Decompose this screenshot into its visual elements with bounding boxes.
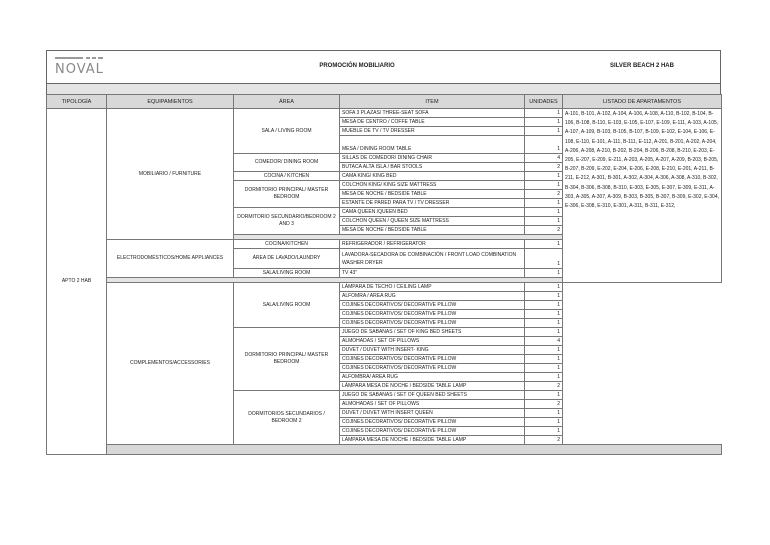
page-title: PROMOCIÓN MOBILIARIO — [319, 63, 395, 69]
item-units: 1 — [525, 136, 563, 154]
item-name: ALMOHADAS / SET OF PILLOWS — [340, 337, 525, 346]
item-units: 1 — [525, 319, 563, 328]
logo-text: NOVAL — [55, 62, 104, 77]
item-units: 1 — [525, 391, 563, 400]
item-name: REFRIGERADOR / REFRIGERATOR — [340, 240, 525, 249]
item-name: TV 43" — [340, 269, 525, 278]
group-complementos: COMPLEMENTOS/ACCESSORIES — [107, 283, 234, 445]
item-units: 1 — [525, 355, 563, 364]
item-units: 1 — [525, 269, 563, 278]
item-name: LÁMPARA DE TECHO / CEILING LAMP — [340, 283, 525, 292]
area-m-cocina: COCINA / KITCHEN — [234, 172, 340, 181]
item-name: COJINES DECORATIVOS/ DECORATIVE PILLOW — [340, 319, 525, 328]
item-units: 1 — [525, 240, 563, 249]
item-units: 2 — [525, 190, 563, 199]
item-units: 1 — [525, 310, 563, 319]
item-name: COLCHON QUEEN / QUEEN SIZE MATTRESS — [340, 217, 525, 226]
group-mobiliario: MOBILIARIO / FURNITURE — [107, 109, 234, 240]
col-apartamentos: LISTADO DE APARTAMENTOS — [563, 95, 722, 109]
col-equipamientos: EQUIPAMIENTOS — [107, 95, 234, 109]
item-name: ALFOMRA / AREA RUG — [340, 292, 525, 301]
item-units: 1 — [525, 373, 563, 382]
item-name: COJINES DECORATIVOS/ DECORATIVE PILLOW — [340, 418, 525, 427]
item-name: COJINES DECORATIVOS/ DECORATIVE PILLOW — [340, 310, 525, 319]
logo-accent-icon — [55, 57, 103, 60]
item-units: 1 — [525, 346, 563, 355]
col-area: ÁREA — [234, 95, 340, 109]
item-units: 2 — [525, 400, 563, 409]
project-name: SILVER BEACH 2 HAB — [610, 63, 674, 69]
area-c-sala: SALA/LIVING ROOM — [234, 283, 340, 328]
furniture-table — [46, 94, 722, 455]
item-units: 1 — [525, 292, 563, 301]
item-name: JUEGO DE SABANAS / SET OF QUEEN BED SHEETS — [340, 391, 525, 400]
item-units: 1 — [525, 418, 563, 427]
item-units: 2 — [525, 163, 563, 172]
item-units: 1 — [525, 283, 563, 292]
item-name: MESA DE NOCHE / BEDSIDE TABLE — [340, 226, 525, 235]
noval-logo — [55, 57, 103, 79]
item-name: LAVADORA-SECADORA DE COMBINACIÓN / FRONT LOAD COMBINATION WASHER DRYER — [340, 249, 525, 269]
item-name: COJINES DECORATIVOS/ DECORATIVE PILLOW — [340, 355, 525, 364]
apartment-list: A-101, B-101, A-102, A-104, A-106, A-108, A-110, B-102, B-104, B-106, B-108, B-110, E-103, E-105, E-107, E-109, E-111, A-103, A-105, A-107, A-109, B-103, B-105, B-107, B-109, E-102, E-104, E-106, E-108, E-110, E-101, A-111, B-111, E-112, A-201, B-201, A-202, A-204, A-206, A-208, A-210, B-202, B-204, B-206, B-208, B-210, E-203, E-205, E-207, E-209, E-211, A-203, A-205, A-207, A-209, B-203, B-205, B-207, B-209, E-202, E-204, E-206, E-208, E-210, E-201, A-211, B-211, E-212, A-301, B-301, A-302, A-304, A-306, A-308, A-310, B-302, B-304, B-306, B-308, B-310, E-303, E-305, E-307, E-309, E-311, A-303, A-305, A-307, A-309, B-303, B-305, B-307, B-309, E-302, E-304, E-306, E-308, E-310, E-301, A-311, B-311, E-312, — [563, 109, 722, 283]
item-units: 1 — [525, 217, 563, 226]
area-m-secundario: DORMITORIO SECUNDARIO/BEDROOM 2 AND 3 — [234, 208, 340, 235]
area-c-secundarios: DORMITORIOS SECUNDARIOS / BEDROOM 2 — [234, 391, 340, 445]
item-units: 1 — [525, 328, 563, 337]
item-units: 1 — [525, 127, 563, 136]
item-name: COJINES DECORATIVOS/ DECORATIVE PILLOW — [340, 427, 525, 436]
item-units: 1 — [525, 409, 563, 418]
furniture-sheet — [46, 50, 721, 455]
item-name: COJINES DECORATIVOS/ DECORATIVE PILLOW — [340, 364, 525, 373]
sheet-header — [46, 50, 721, 84]
item-name: LÁMPARA MESA DE NOCHE / BEDSIDE TABLE LAMP — [340, 436, 525, 445]
group-electrodomesticos: ELECTRODOMÉSTICOS/HOME APPLIANCES — [107, 240, 234, 278]
item-units: 1 — [525, 118, 563, 127]
item-units: 1 — [525, 249, 563, 269]
col-unidades: UNIDADES — [525, 95, 563, 109]
item-name: ESTANTE DE PARED PARA TV / TV DRESSER — [340, 199, 525, 208]
header-spacer — [46, 84, 721, 94]
item-name: COJINES DECORATIVOS/ DECORATIVE PILLOW — [340, 301, 525, 310]
item-name: MUEBLE DE TV / TV DRESSER — [340, 127, 525, 136]
area-m-sala: SALA / LIVING ROOM — [234, 109, 340, 154]
col-item: ITEM — [340, 95, 525, 109]
item-units: 2 — [525, 436, 563, 445]
item-units: 1 — [525, 301, 563, 310]
item-name: SOFA 3 PLAZAS/ THREE-SEAT SOFA — [340, 109, 525, 118]
item-units: 2 — [525, 382, 563, 391]
item-name: BUTACA ALTA ISLA / BAR STOOLS — [340, 163, 525, 172]
item-name: DUVET / DUVET WITH INSERT- KING — [340, 346, 525, 355]
item-name: DUVET / DUVET WITH INSERT QUEEN — [340, 409, 525, 418]
item-name: SILLAS DE COMEDOR/ DINING CHAIR — [340, 154, 525, 163]
item-name: CAMA KING/ KING BED — [340, 172, 525, 181]
item-name: COLCHON KING/ KING SIZE MATTRESS — [340, 181, 525, 190]
tipologia-cell: APTO 2 HAB — [47, 109, 107, 455]
item-name: JUEGO DE SABANAS / SET OF KING BED SHEETS — [340, 328, 525, 337]
item-units: 1 — [525, 109, 563, 118]
item-units: 4 — [525, 337, 563, 346]
item-units: 1 — [525, 364, 563, 373]
area-c-master: DORMITORIO PRINCIPAL/ MASTER BEDROOM — [234, 328, 340, 391]
item-units: 1 — [525, 199, 563, 208]
item-units: 1 — [525, 181, 563, 190]
item-name: CAMA QUEEN /QUEEN BED — [340, 208, 525, 217]
item-name: LÁMPARA MESA DE NOCHE / BEDSIDE TABLE LAMP — [340, 382, 525, 391]
item-name: MESA / DINING ROOM TABLE — [340, 136, 525, 154]
total-spacer — [107, 445, 722, 455]
item-name: ALMOHADAS / SET OF PILLOWS — [340, 400, 525, 409]
item-units: 4 — [525, 154, 563, 163]
item-name: MESA DE CENTRO / COFFE TABLE — [340, 118, 525, 127]
item-units: 1 — [525, 172, 563, 181]
item-name: ALFOMBRA/ AREA RUG — [340, 373, 525, 382]
area-m-comedor: COMEDOR/ DINING ROOM — [234, 154, 340, 172]
item-units: 2 — [525, 226, 563, 235]
area-m-master: DORMITORIO PRINCIPAL/ MASTER BEDROOM — [234, 181, 340, 208]
area-e-lavado: ÁREA DE LAVADO/LAUNDRY — [234, 249, 340, 269]
area-e-cocina: COCINA/KITCHEN — [234, 240, 340, 249]
area-e-sala: SALA/LIVING ROOM — [234, 269, 340, 278]
item-units: 1 — [525, 208, 563, 217]
item-units: 1 — [525, 427, 563, 436]
item-name: MESA DE NOCHE / BEDSIDE TABLE — [340, 190, 525, 199]
col-tipologia: TIPOLOGÍA — [47, 95, 107, 109]
